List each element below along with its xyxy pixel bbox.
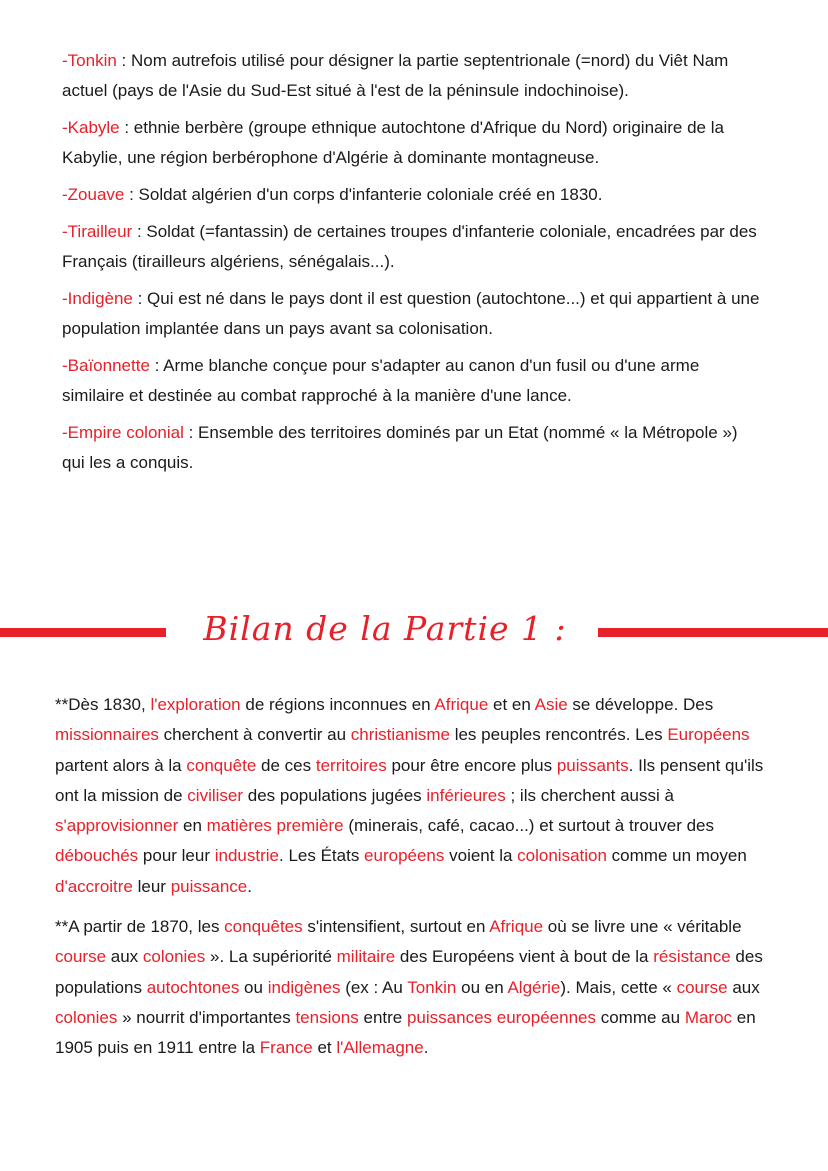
keyword: s'approvisionner xyxy=(55,816,179,836)
text: ou xyxy=(239,977,268,997)
text: des Européens vient à bout de la xyxy=(395,947,654,967)
text: s'intensifient, surtout en xyxy=(302,917,490,937)
keyword: débouchés xyxy=(55,846,139,866)
definition xyxy=(62,46,762,106)
definition xyxy=(62,418,762,478)
definition-term: -Zouave xyxy=(62,185,125,204)
keyword: Afrique xyxy=(489,917,544,937)
banner-bar-left xyxy=(0,628,166,637)
text: leur xyxy=(132,876,171,896)
definition-term: -Tirailleur xyxy=(62,222,133,241)
text: aux xyxy=(727,977,760,997)
text: . Ils pensent qu'ils ont la mission de xyxy=(55,755,764,805)
text: ou en xyxy=(456,977,508,997)
text: ». La supériorité xyxy=(205,947,337,967)
text: comme au xyxy=(596,1007,685,1027)
definition-text: : Arme blanche conçue pour s'adapter au canon d'un fusil ou d'une arme similaire et destinée au combat rapproché à la manière d'une lance. xyxy=(62,356,700,405)
text: (ex : Au xyxy=(340,977,408,997)
section-banner xyxy=(0,605,828,659)
definition-term: -Empire colonial xyxy=(62,423,184,442)
keyword: France xyxy=(259,1038,313,1058)
keyword: missionnaires xyxy=(55,725,159,745)
keyword: matières première xyxy=(206,816,344,836)
text: voient la xyxy=(444,846,518,866)
definition-term: -Baïonnette xyxy=(62,356,150,375)
keyword: Asie xyxy=(534,695,568,714)
summary-paragraph xyxy=(55,690,790,902)
text: ; ils cherchent aussi à xyxy=(505,785,674,805)
keyword: Algérie xyxy=(507,977,561,997)
glossary xyxy=(62,46,762,485)
keyword: européens xyxy=(364,846,445,866)
keyword: puissants xyxy=(556,755,629,775)
text: **A partir de 1870, les xyxy=(55,917,225,937)
keyword: l'Allemagne xyxy=(336,1038,424,1058)
keyword: colonies xyxy=(55,1007,118,1027)
keyword: militaire xyxy=(336,947,396,967)
definition xyxy=(62,113,762,173)
keyword: puissance xyxy=(170,876,248,896)
text: . Les États xyxy=(279,846,365,866)
text: pour être encore plus xyxy=(386,755,557,775)
banner-bar-right xyxy=(598,628,828,637)
text: et xyxy=(312,1038,337,1058)
definition-text: : Nom autrefois utilisé pour désigner la partie septentrionale (=nord) du Viêt Nam actuel (pays de l'Asie du Sud-Est situé à l'est de la péninsule indochinoise). xyxy=(62,51,729,100)
keyword: course xyxy=(676,977,728,997)
text: ). Mais, cette « xyxy=(560,977,677,997)
text: des populations jugées xyxy=(243,785,427,805)
text: **Dès 1830, xyxy=(55,695,151,714)
definition xyxy=(62,180,762,210)
text: se développe. Des xyxy=(567,695,714,714)
keyword: colonies xyxy=(142,947,206,967)
definition-text: : Soldat algérien d'un corps d'infanterie coloniale créé en 1830. xyxy=(124,185,603,204)
definition-text: : Ensemble des territoires dominés par un Etat (nommé « la Métropole ») qui les a conquis. xyxy=(62,423,738,472)
text: où se livre une « véritable xyxy=(543,917,742,937)
summary xyxy=(55,690,790,1074)
keyword: Européens xyxy=(667,725,750,745)
text: de régions inconnues en xyxy=(240,695,435,714)
definition-term: -Tonkin xyxy=(62,51,117,70)
section-title: Bilan de la Partie 1 : xyxy=(203,609,567,648)
keyword: conquête xyxy=(186,755,257,775)
definition-text: : ethnie berbère (groupe ethnique autochtone d'Afrique du Nord) originaire de la Kabylie, une région berbérophone d'Algérie à dominante montagneuse. xyxy=(62,118,724,167)
keyword: autochtones xyxy=(146,977,240,997)
text: de ces xyxy=(256,755,316,775)
definition-term: -Kabyle xyxy=(62,118,120,137)
keyword: conquêtes xyxy=(224,917,303,937)
text: entre xyxy=(358,1007,407,1027)
text: les peuples rencontrés. Les xyxy=(449,725,668,745)
keyword: l'exploration xyxy=(150,695,241,714)
text: aux xyxy=(106,947,143,967)
text: comme un moyen xyxy=(606,846,747,866)
text: en 1905 puis en 1911 entre la xyxy=(55,1007,756,1058)
keyword: colonisation xyxy=(517,846,607,866)
definition-text: : Qui est né dans le pays dont il est question (autochtone...) et qui appartient à une population implantée dans un pays avant sa colonisation. xyxy=(62,289,760,338)
keyword: industrie xyxy=(214,846,279,866)
definition xyxy=(62,284,762,344)
keyword: civiliser xyxy=(187,785,244,805)
keyword: territoires xyxy=(315,755,387,775)
text: . xyxy=(423,1038,429,1058)
keyword: indigènes xyxy=(267,977,341,997)
summary-paragraph xyxy=(55,912,790,1063)
text: pour leur xyxy=(138,846,215,866)
definition-text: : Soldat (=fantassin) de certaines troupes d'infanterie coloniale, encadrées par des Français (tirailleurs algériens, sénégalais...). xyxy=(62,222,757,271)
text: en xyxy=(178,816,207,836)
text: . xyxy=(247,876,252,896)
keyword: inférieures xyxy=(426,785,506,805)
keyword: course xyxy=(55,947,107,967)
keyword: puissances européennes xyxy=(406,1007,596,1027)
keyword: d'accroitre xyxy=(55,876,133,896)
text: » nourrit d'importantes xyxy=(117,1007,296,1027)
text: cherchent à convertir au xyxy=(158,725,351,745)
keyword: Maroc xyxy=(684,1007,733,1027)
keyword: Afrique xyxy=(434,695,489,714)
text: partent alors à la xyxy=(55,755,187,775)
text: et en xyxy=(488,695,535,714)
definition xyxy=(62,217,762,277)
text: des populations xyxy=(55,947,763,997)
definition-term: -Indigène xyxy=(62,289,133,308)
definition xyxy=(62,351,762,411)
keyword: Tonkin xyxy=(407,977,457,997)
keyword: christianisme xyxy=(350,725,450,745)
text: (minerais, café, cacao...) et surtout à trouver des xyxy=(343,816,715,836)
keyword: résistance xyxy=(653,947,731,967)
keyword: tensions xyxy=(295,1007,359,1027)
